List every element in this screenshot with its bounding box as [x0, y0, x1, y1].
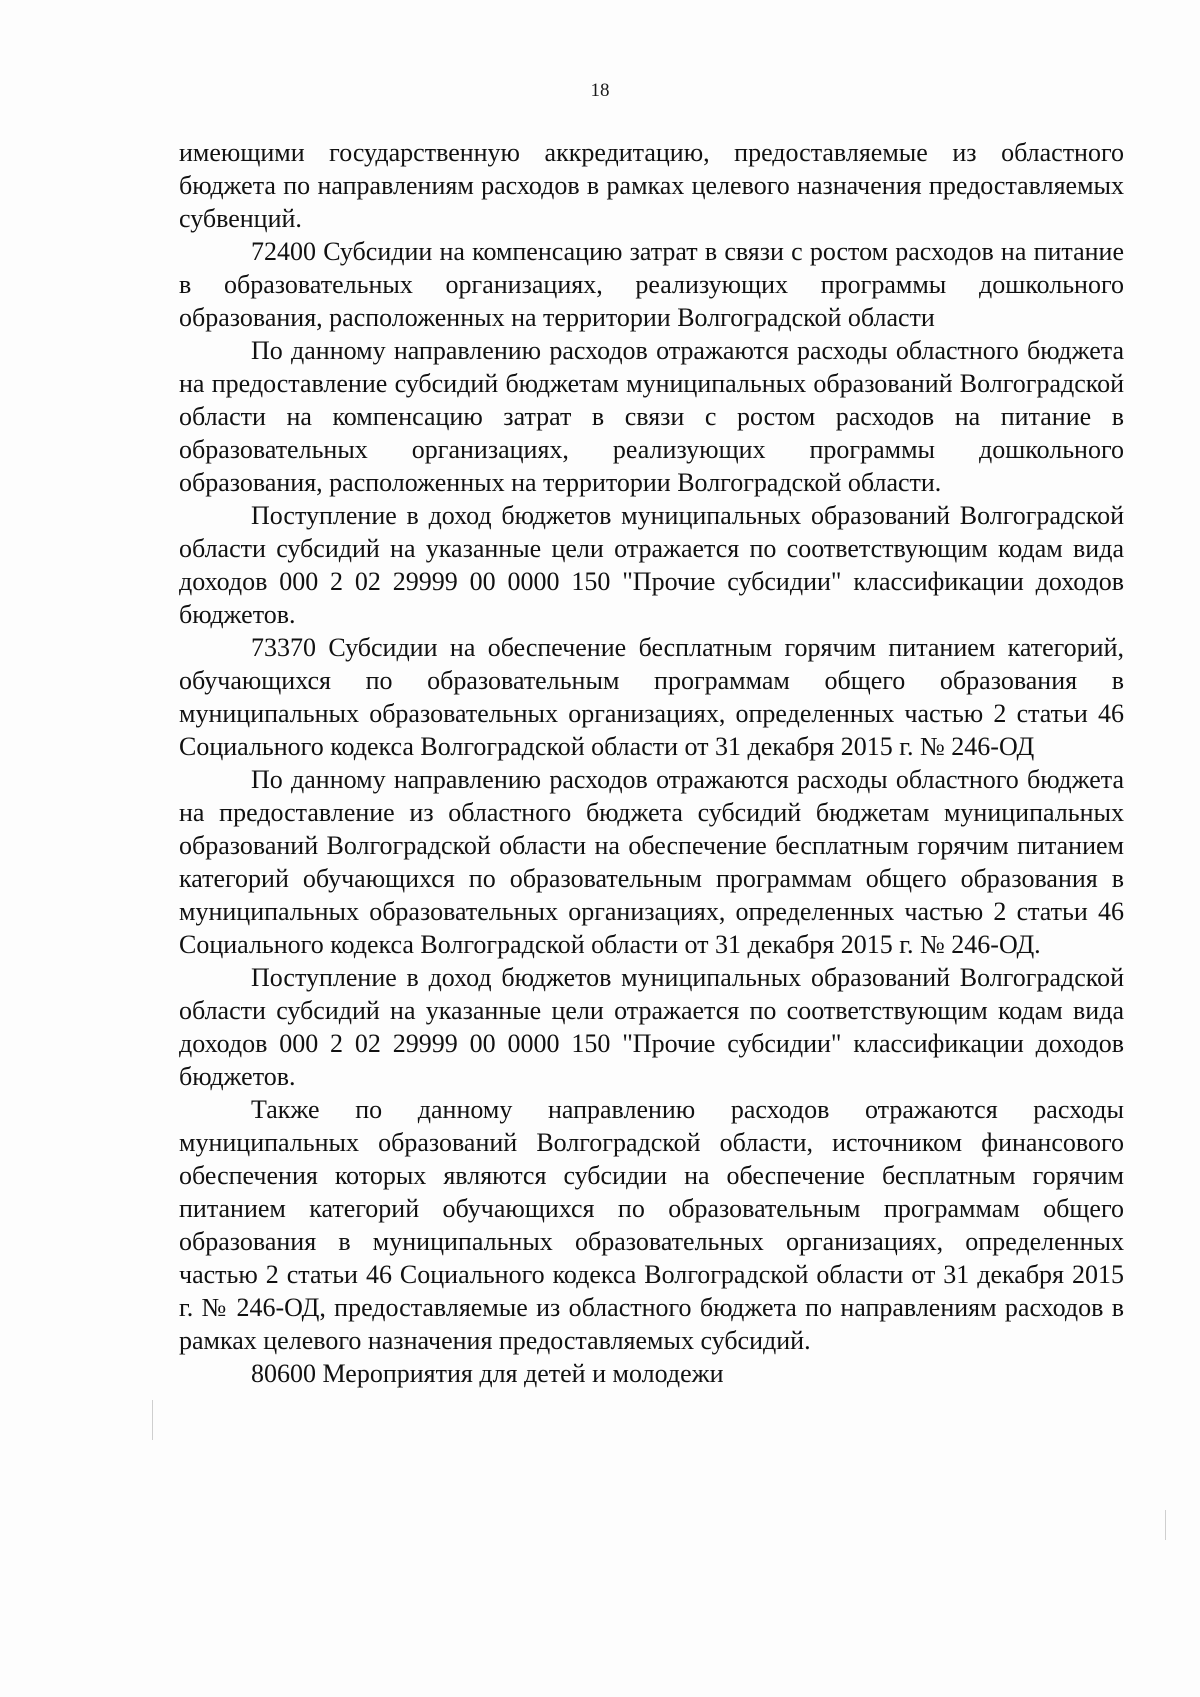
paragraph-continuation: имеющими государственную аккредитацию, предоставляемые из областного бюджета по направлениям расходов в рамках целевого назначения предоставляемых субвенций.	[179, 138, 1124, 233]
document-body	[179, 136, 1124, 1390]
scan-mark	[1165, 1510, 1166, 1540]
paragraph-heading-72400: 72400 Субсидии на компенсацию затрат в связи с ростом расходов на питание в образовательных организациях, реализующих программы дошкольного образования, расположенных на территории Волгоградской области	[179, 237, 1124, 332]
paragraph: Поступление в доход бюджетов муниципальных образований Волгоградской области субсидий на указанные цели отражается по соответствующим кодам вида доходов 000 2 02 29999 00 0000 150 "Прочие субсидии" классификации доходов бюджетов.	[179, 963, 1124, 1091]
paragraph-heading-73370: 73370 Субсидии на обеспечение бесплатным горячим питанием категорий, обучающихся по образовательным программам общего образования в муниципальных образовательных организациях, определенных частью 2 статьи 46 Социального кодекса Волгоградской области от 31 декабря 2015 г. № 246-ОД	[179, 633, 1124, 761]
paragraph: Также по данному направлению расходов отражаются расходы муниципальных образований Волгоградской области, источником финансового обеспечения которых являются субсидии на обеспечение бесплатным горячим питанием категорий обучающихся по образовательным программам общего образования в муниципальных образовательных организациях, определенных частью 2 статьи 46 Социального кодекса Волгоградской области от 31 декабря 2015 г. № 246-ОД, предоставляемые из областного бюджета по направлениям расходов в рамках целевого назначения предоставляемых субсидий.	[179, 1095, 1124, 1355]
paragraph-heading-80600: 80600 Мероприятия для детей и молодежи	[251, 1359, 724, 1388]
paragraph: По данному направлению расходов отражаются расходы областного бюджета на предоставление субсидий бюджетам муниципальных образований Волгоградской области на компенсацию затрат в связи с ростом расходов на питание в образовательных организациях, реализующих программы дошкольного образования, расположенных на территории Волгоградской области.	[179, 336, 1124, 497]
scan-mark	[152, 1400, 153, 1440]
page-number: 18	[590, 80, 610, 101]
paragraph: Поступление в доход бюджетов муниципальных образований Волгоградской области субсидий на указанные цели отражается по соответствующим кодам вида доходов 000 2 02 29999 00 0000 150 "Прочие субсидии" классификации доходов бюджетов.	[179, 501, 1124, 629]
paragraph: По данному направлению расходов отражаются расходы областного бюджета на предоставление из областного бюджета субсидий бюджетам муниципальных образований Волгоградской области на обеспечение бесплатным горячим питанием категорий обучающихся по образовательным программам общего образования в муниципальных образовательных организациях, определенных частью 2 статьи 46 Социального кодекса Волгоградской области от 31 декабря 2015 г. № 246-ОД.	[179, 765, 1124, 959]
